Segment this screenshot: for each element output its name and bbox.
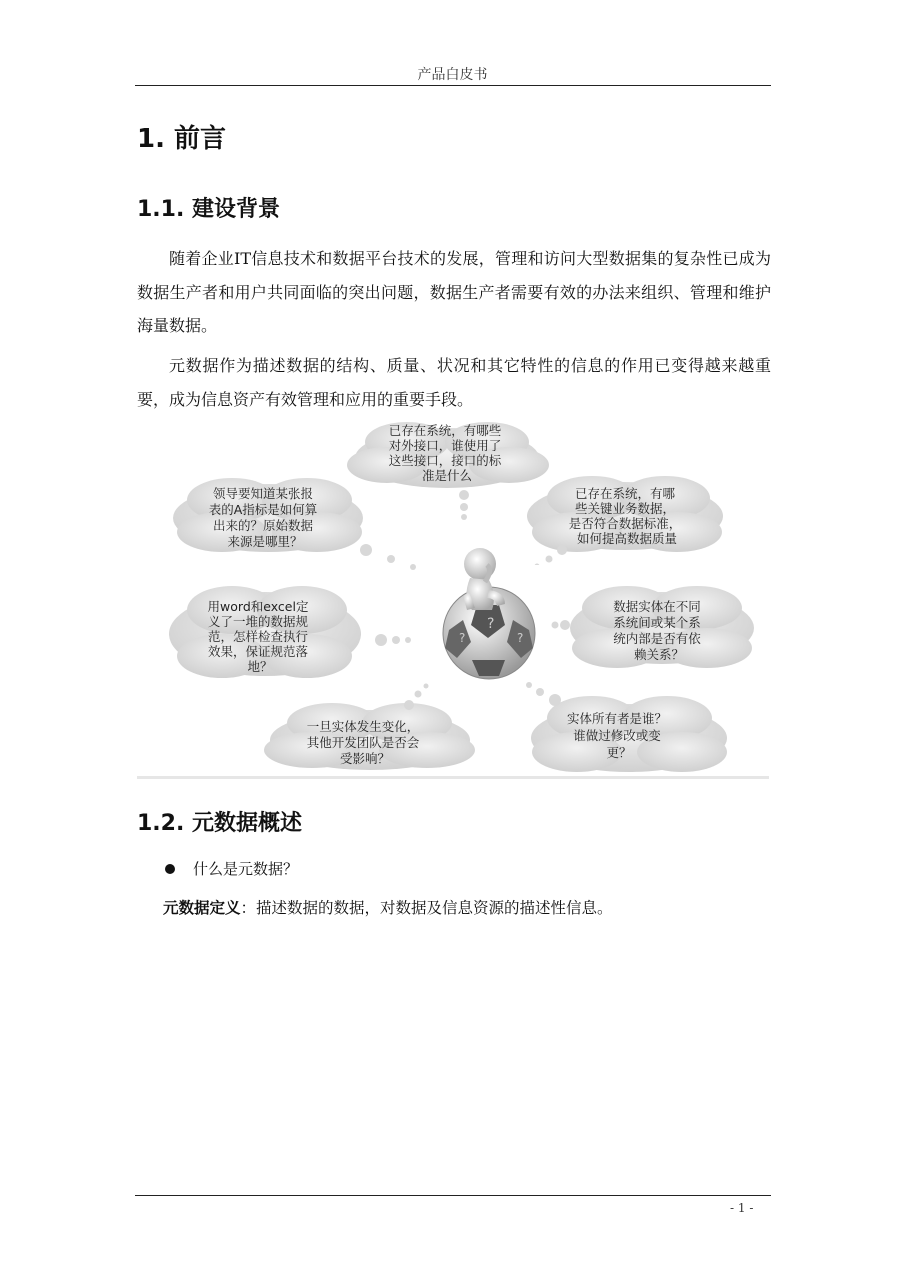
cloud-top-left-line-3: 出来的？原始数据 bbox=[213, 518, 314, 533]
cloud-bottom-left-line-3: 受影响？ bbox=[339, 751, 391, 766]
cloud-bottom-left bbox=[264, 703, 475, 770]
page-number: - 1 - bbox=[730, 1201, 754, 1215]
bullet-what-is-metadata: 什么是元数据？ bbox=[193, 860, 299, 878]
cloud-top bbox=[347, 422, 549, 488]
cloud-top-left-line-2: 表的A指标是如何算 bbox=[208, 502, 318, 517]
bullet-dot bbox=[165, 864, 175, 874]
cloud-top-right-line-3: 是否符合数据标准， bbox=[568, 516, 682, 531]
metadata-definition bbox=[163, 896, 613, 918]
definition-label: 元数据定义 bbox=[163, 899, 241, 917]
cloud-top-left-line-4: 来源是哪里？ bbox=[227, 534, 303, 549]
cloud-mid-left-line-4: 效果，保证规范落 bbox=[208, 644, 309, 659]
cloud-mid-right-line-1: 数据实体在不同 bbox=[613, 599, 701, 614]
cloud-top-right-line-4: 如何提高数据质量 bbox=[576, 531, 678, 546]
cloud-mid-right bbox=[570, 586, 754, 668]
cloud-bottom-right-line-3: 更？ bbox=[606, 745, 632, 760]
definition-text: ：描述数据的数据，对数据及信息资源的描述性信息。 bbox=[240, 899, 613, 917]
svg-text:?: ? bbox=[517, 631, 524, 645]
cloud-top-right-line-1: 已存在系统，有哪 bbox=[575, 486, 676, 501]
cloud-top-right-text bbox=[569, 486, 686, 546]
cloud-bottom-left-line-1: 一旦实体发生变化， bbox=[306, 719, 420, 734]
cloud-mid-left-line-2: 义了一堆的数据规 bbox=[208, 614, 309, 629]
cloud-bottom-right bbox=[531, 696, 727, 772]
footer-rule bbox=[135, 1195, 771, 1196]
cloud-top-left bbox=[173, 478, 363, 552]
cloud-top-line-3: 这些接口，接口的标 bbox=[388, 453, 502, 468]
cloud-top-left-line-1: 领导要知道某张报 bbox=[213, 486, 314, 501]
cloud-mid-right-line-3: 统内部是否有依 bbox=[613, 631, 701, 646]
page-header-title: 产品白皮书 bbox=[417, 67, 488, 83]
cloud-bottom-right-line-1: 实体所有者是谁？ bbox=[567, 711, 668, 726]
cloud-mid-right-line-4: 赖关系？ bbox=[633, 647, 685, 662]
metadata-questions-figure bbox=[137, 420, 769, 780]
cloud-mid-left-line-3: 范，怎样检查执行 bbox=[208, 629, 309, 644]
svg-text:?: ? bbox=[459, 631, 466, 645]
cloud-bottom-left-line-2: 其他开发团队是否会 bbox=[306, 735, 420, 750]
header-rule bbox=[135, 85, 771, 86]
section-1-2-heading: 1.2. 元数据概述 bbox=[137, 811, 302, 836]
svg-text:?: ? bbox=[487, 616, 495, 632]
cloud-mid-left-line-1: 用word和excel定 bbox=[207, 599, 309, 614]
paragraph-background-2: 元数据作为描述数据的结构、质量、状况和其它特性的信息的作用已变得越来越重要，成为信息资产有效管理和应用的重要手段。 bbox=[137, 356, 771, 409]
cloud-top-right bbox=[527, 476, 723, 552]
thinker-figure bbox=[437, 548, 542, 685]
section-1-1-heading: 1.1. 建设背景 bbox=[137, 197, 280, 222]
cloud-bottom-right-line-2: 谁做过修改或变 bbox=[573, 728, 661, 743]
paragraph-background-1: 随着企业IT信息技术和数据平台技术的发展，管理和访问大型数据集的复杂性已成为数据生产者和用户共同面临的突出问题，数据生产者需要有效的办法来组织、管理和维护海量数据。 bbox=[137, 249, 771, 335]
cloud-mid-right-line-2: 系统间或某个系 bbox=[613, 615, 701, 630]
cloud-top-line-4: 准是什么 bbox=[421, 468, 473, 483]
section-1-heading: 1. 前言 bbox=[137, 124, 227, 154]
cloud-top-right-line-2: 些关键业务数据， bbox=[575, 501, 676, 516]
cloud-mid-left-line-5: 地？ bbox=[247, 659, 273, 674]
cloud-mid-left bbox=[169, 586, 361, 678]
cloud-top-line-1: 已存在系统，有哪些 bbox=[388, 423, 502, 438]
cloud-top-line-2: 对外接口，谁使用了 bbox=[388, 438, 502, 453]
